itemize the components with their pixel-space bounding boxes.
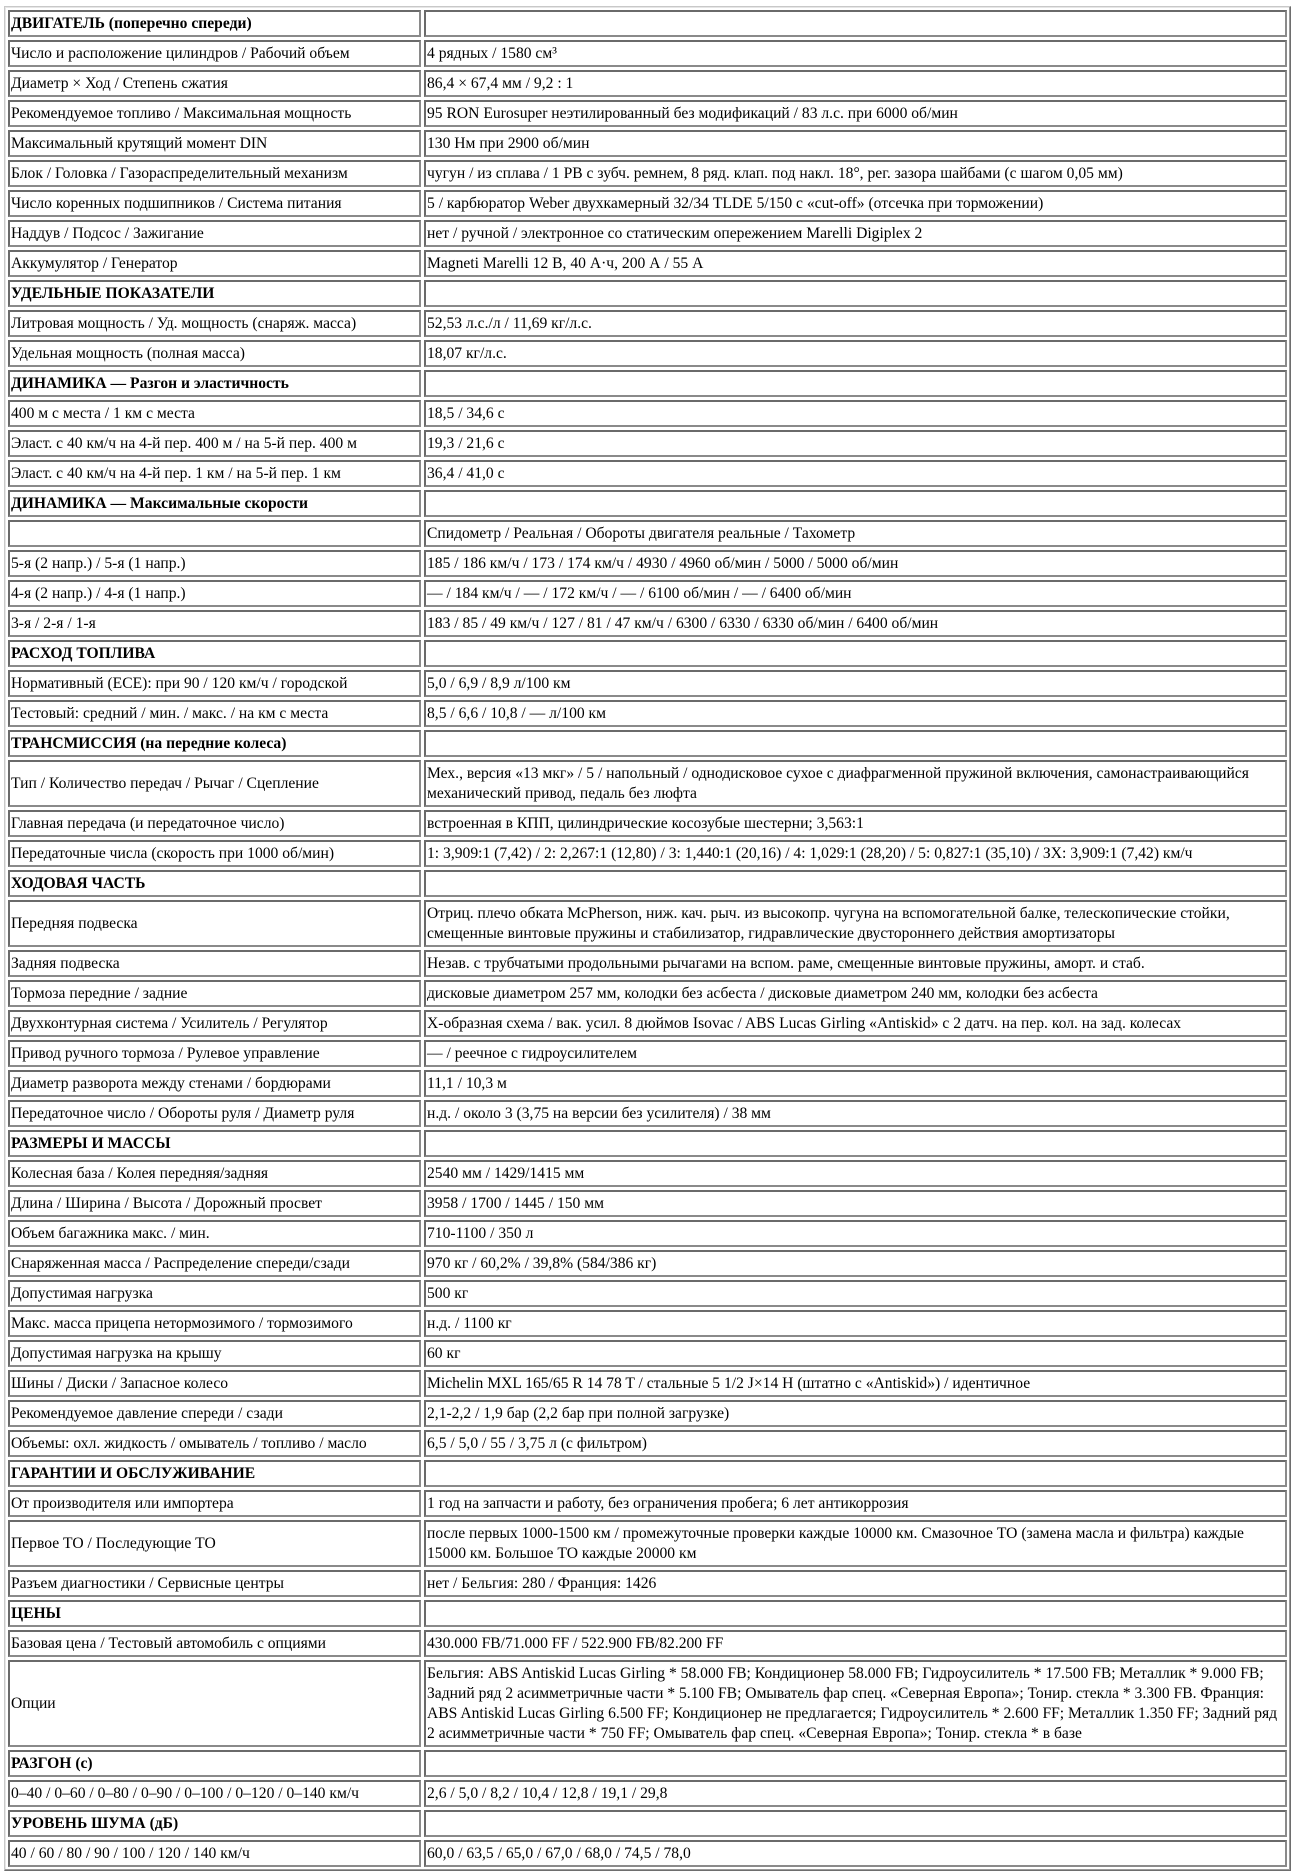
spec-row bbox=[8, 100, 1287, 127]
spec-label: Разъем диагностики / Сервисные центры bbox=[8, 1570, 421, 1597]
spec-value: 5 / карбюратор Weber двухкамерный 32/34 TLDE 5/150 с «cut-off» (отсечка при торможении) bbox=[424, 190, 1287, 217]
spec-row bbox=[8, 250, 1287, 277]
spec-label: Базовая цена / Тестовый автомобиль с опциями bbox=[8, 1630, 421, 1657]
spec-label: Рекомендуемое топливо / Максимальная мощность bbox=[8, 100, 421, 127]
section-header-row bbox=[8, 870, 1287, 897]
spec-value: нет / ручной / электронное со статическим опережением Marelli Digiplex 2 bbox=[424, 220, 1287, 247]
spec-label: Главная передача (и передаточное число) bbox=[8, 810, 421, 837]
section-value-empty bbox=[424, 1130, 1287, 1157]
section-value-empty bbox=[424, 730, 1287, 757]
spec-label: Передняя подвеска bbox=[8, 900, 421, 947]
spec-label: Число и расположение цилиндров / Рабочий объем bbox=[8, 40, 421, 67]
section-header-row bbox=[8, 370, 1287, 397]
spec-value: Michelin MXL 165/65 R 14 78 T / стальные 5 1/2 J×14 H (штатно с «Antiskid») / идентичное bbox=[424, 1370, 1287, 1397]
spec-value: н.д. / 1100 кг bbox=[424, 1310, 1287, 1337]
spec-row bbox=[8, 1160, 1287, 1187]
spec-label: Наддув / Подсос / Зажигание bbox=[8, 220, 421, 247]
spec-value: — / реечное с гидроусилителем bbox=[424, 1040, 1287, 1067]
spec-label: Тормоза передние / задние bbox=[8, 980, 421, 1007]
section-header-row bbox=[8, 10, 1287, 37]
spec-value: нет / Бельгия: 280 / Франция: 1426 bbox=[424, 1570, 1287, 1597]
section-value-empty bbox=[424, 370, 1287, 397]
spec-row bbox=[8, 980, 1287, 1007]
section-value-empty bbox=[424, 490, 1287, 517]
spec-value: 95 RON Eurosuper неэтилированный без модификаций / 83 л.с. при 6000 об/мин bbox=[424, 100, 1287, 127]
spec-value: 60,0 / 63,5 / 65,0 / 67,0 / 68,0 / 74,5 / 78,0 bbox=[424, 1840, 1287, 1867]
spec-label: Длина / Ширина / Высота / Дорожный просвет bbox=[8, 1190, 421, 1217]
spec-row bbox=[8, 1370, 1287, 1397]
spec-row bbox=[8, 1190, 1287, 1217]
spec-value: 130 Нм при 2900 об/мин bbox=[424, 130, 1287, 157]
spec-value: 2540 мм / 1429/1415 мм bbox=[424, 1160, 1287, 1187]
spec-row bbox=[8, 610, 1287, 637]
spec-label: Аккумулятор / Генератор bbox=[8, 250, 421, 277]
section-header-row bbox=[8, 1460, 1287, 1487]
spec-label: Литровая мощность / Уд. мощность (снаряж. масса) bbox=[8, 310, 421, 337]
spec-label: Макс. масса прицепа нетормозимого / тормозимого bbox=[8, 1310, 421, 1337]
spec-value: 86,4 × 67,4 мм / 9,2 : 1 bbox=[424, 70, 1287, 97]
spec-row bbox=[8, 580, 1287, 607]
spec-label: Эласт. с 40 км/ч на 4-й пер. 1 км / на 5-й пер. 1 км bbox=[8, 460, 421, 487]
spec-row bbox=[8, 1250, 1287, 1277]
spec-row bbox=[8, 1570, 1287, 1597]
spec-row bbox=[8, 40, 1287, 67]
section-value-empty bbox=[424, 280, 1287, 307]
spec-value: 5,0 / 6,9 / 8,9 л/100 км bbox=[424, 670, 1287, 697]
spec-value: Magneti Marelli 12 В, 40 А·ч, 200 А / 55 А bbox=[424, 250, 1287, 277]
spec-value: 183 / 85 / 49 км/ч / 127 / 81 / 47 км/ч / 6300 / 6330 / 6330 об/мин / 6400 об/мин bbox=[424, 610, 1287, 637]
spec-row bbox=[8, 1430, 1287, 1457]
specifications-table bbox=[4, 6, 1291, 1871]
spec-value: 970 кг / 60,2% / 39,8% (584/386 кг) bbox=[424, 1250, 1287, 1277]
spec-value: встроенная в КПП, цилиндрические косозубые шестерни; 3,563:1 bbox=[424, 810, 1287, 837]
section-header-row bbox=[8, 280, 1287, 307]
spec-row bbox=[8, 1840, 1287, 1867]
spec-value: 2,6 / 5,0 / 8,2 / 10,4 / 12,8 / 19,1 / 29,8 bbox=[424, 1780, 1287, 1807]
spec-value: X-образная схема / вак. усил. 8 дюймов Isovac / ABS Lucas Girling «Antiskid» с 2 датч. на пер. кол. на зад. колесах bbox=[424, 1010, 1287, 1037]
section-title: ДИНАМИКА — Разгон и эластичность bbox=[8, 370, 421, 397]
spec-value: 52,53 л.с./л / 11,69 кг/л.с. bbox=[424, 310, 1287, 337]
spec-label: Рекомендуемое давление спереди / сзади bbox=[8, 1400, 421, 1427]
spec-label: Диаметр разворота между стенами / бордюрами bbox=[8, 1070, 421, 1097]
spec-label: Объемы: охл. жидкость / омыватель / топливо / масло bbox=[8, 1430, 421, 1457]
spec-value: Спидометр / Реальная / Обороты двигателя реальные / Тахометр bbox=[424, 520, 1287, 547]
spec-row bbox=[8, 900, 1287, 947]
spec-row bbox=[8, 1780, 1287, 1807]
spec-value: после первых 1000-1500 км / промежуточные проверки каждые 10000 км. Смазочное ТО (замена масла и фильтра) каждые 15000 км. Большое ТО каждые 20000 км bbox=[424, 1520, 1287, 1567]
spec-value: 2,1-2,2 / 1,9 бар (2,2 бар при полной загрузке) bbox=[424, 1400, 1287, 1427]
spec-row bbox=[8, 810, 1287, 837]
spec-value: 710-1100 / 350 л bbox=[424, 1220, 1287, 1247]
spec-row bbox=[8, 460, 1287, 487]
spec-row bbox=[8, 220, 1287, 247]
spec-label: Эласт. с 40 км/ч на 4-й пер. 400 м / на 5-й пер. 400 м bbox=[8, 430, 421, 457]
spec-row bbox=[8, 550, 1287, 577]
section-value-empty bbox=[424, 1750, 1287, 1777]
section-title: ДИНАМИКА — Максимальные скорости bbox=[8, 490, 421, 517]
spec-row bbox=[8, 340, 1287, 367]
spec-row bbox=[8, 1520, 1287, 1567]
spec-row bbox=[8, 1040, 1287, 1067]
spec-row bbox=[8, 1630, 1287, 1657]
spec-row bbox=[8, 130, 1287, 157]
spec-value: 4 рядных / 1580 см³ bbox=[424, 40, 1287, 67]
spec-value: 36,4 / 41,0 с bbox=[424, 460, 1287, 487]
spec-label: Тестовый: средний / мин. / макс. / на км с места bbox=[8, 700, 421, 727]
section-value-empty bbox=[424, 10, 1287, 37]
spec-row bbox=[8, 70, 1287, 97]
spec-row bbox=[8, 310, 1287, 337]
spec-row bbox=[8, 520, 1287, 547]
spec-row bbox=[8, 1400, 1287, 1427]
spec-label: Максимальный крутящий момент DIN bbox=[8, 130, 421, 157]
spec-value: 19,3 / 21,6 с bbox=[424, 430, 1287, 457]
spec-value: 1: 3,909:1 (7,42) / 2: 2,267:1 (12,80) / 3: 1,440:1 (20,16) / 4: 1,029:1 (28,20) / 5: 0,827:1 (35,10) / ЗХ: 3,909:1 (7,42) км/ч bbox=[424, 840, 1287, 867]
section-header-row bbox=[8, 1130, 1287, 1157]
spec-label: Допустимая нагрузка bbox=[8, 1280, 421, 1307]
spec-label: 4-я (2 напр.) / 4-я (1 напр.) bbox=[8, 580, 421, 607]
spec-value: 18,5 / 34,6 с bbox=[424, 400, 1287, 427]
section-value-empty bbox=[424, 1600, 1287, 1627]
spec-label: 5-я (2 напр.) / 5-я (1 напр.) bbox=[8, 550, 421, 577]
spec-label: Колесная база / Колея передняя/задняя bbox=[8, 1160, 421, 1187]
spec-value: 6,5 / 5,0 / 55 / 3,75 л (с фильтром) bbox=[424, 1430, 1287, 1457]
spec-row bbox=[8, 400, 1287, 427]
section-title: ХОДОВАЯ ЧАСТЬ bbox=[8, 870, 421, 897]
spec-label: 0–40 / 0–60 / 0–80 / 0–90 / 0–100 / 0–120 / 0–140 км/ч bbox=[8, 1780, 421, 1807]
spec-value: 8,5 / 6,6 / 10,8 / — л/100 км bbox=[424, 700, 1287, 727]
section-title: УДЕЛЬНЫЕ ПОКАЗАТЕЛИ bbox=[8, 280, 421, 307]
spec-value: Отриц. плечо обката McPherson, ниж. кач. рыч. из высокопр. чугуна на вспомогательной балке, телескопические стойки, смещенные винтовые пружины и стабилизатор, гидравлические двустороннего действия амортизаторы bbox=[424, 900, 1287, 947]
spec-value: Мех., версия «13 мкг» / 5 / напольный / однодисковое сухое с диафрагменной пружиной включения, самонастраивающийся механический привод, педаль без люфта bbox=[424, 760, 1287, 807]
spec-row bbox=[8, 1660, 1287, 1747]
section-header-row bbox=[8, 1600, 1287, 1627]
spec-row bbox=[8, 670, 1287, 697]
section-title: РАЗМЕРЫ И МАССЫ bbox=[8, 1130, 421, 1157]
spec-label: От производителя или импортера bbox=[8, 1490, 421, 1517]
section-value-empty bbox=[424, 640, 1287, 667]
spec-row bbox=[8, 700, 1287, 727]
spec-value: 18,07 кг/л.с. bbox=[424, 340, 1287, 367]
spec-row bbox=[8, 160, 1287, 187]
spec-value: — / 184 км/ч / — / 172 км/ч / — / 6100 об/мин / — / 6400 об/мин bbox=[424, 580, 1287, 607]
spec-label: Нормативный (ECE): при 90 / 120 км/ч / городской bbox=[8, 670, 421, 697]
section-header-row bbox=[8, 490, 1287, 517]
spec-value: 430.000 FB/71.000 FF / 522.900 FB/82.200 FF bbox=[424, 1630, 1287, 1657]
spec-label: Число коренных подшипников / Система питания bbox=[8, 190, 421, 217]
spec-value: 11,1 / 10,3 м bbox=[424, 1070, 1287, 1097]
spec-row bbox=[8, 1340, 1287, 1367]
spec-label: 3-я / 2-я / 1-я bbox=[8, 610, 421, 637]
spec-row bbox=[8, 760, 1287, 807]
spec-row bbox=[8, 1310, 1287, 1337]
spec-label: Удельная мощность (полная масса) bbox=[8, 340, 421, 367]
section-title: ДВИГАТЕЛЬ (поперечно спереди) bbox=[8, 10, 421, 37]
section-title: ГАРАНТИИ И ОБСЛУЖИВАНИЕ bbox=[8, 1460, 421, 1487]
spec-value: дисковые диаметром 257 мм, колодки без асбеста / дисковые диаметром 240 мм, колодки без асбеста bbox=[424, 980, 1287, 1007]
spec-row bbox=[8, 840, 1287, 867]
spec-label: Снаряженная масса / Распределение спереди/сзади bbox=[8, 1250, 421, 1277]
spec-row bbox=[8, 1100, 1287, 1127]
spec-row bbox=[8, 190, 1287, 217]
section-title: ЦЕНЫ bbox=[8, 1600, 421, 1627]
spec-row bbox=[8, 1010, 1287, 1037]
section-value-empty bbox=[424, 1460, 1287, 1487]
spec-value: Бельгия: ABS Antiskid Lucas Girling * 58.000 FB; Кондиционер 58.000 FB; Гидроусилитель * 17.500 FB; Металлик * 9.000 FB; Задний ряд 2 асимметричные части * 5.100 FB; Омыватель фар спец. «Северная Европа»; Тонир. стекла * 3.300 FB. Франция: ABS Antiskid Lucas Girling 6.500 FF; Кондиционер не предлагается; Гидроусилитель * 2.600 FF; Металлик 1.350 FF; Задний ряд 2 асимметричные части * 750 FF; Омыватель фар спец. «Северная Европа»; Тонир. стекла * в базе bbox=[424, 1660, 1287, 1747]
spec-label: Объем багажника макс. / мин. bbox=[8, 1220, 421, 1247]
spec-value: 1 год на запчасти и работу, без ограничения пробега; 6 лет антикоррозия bbox=[424, 1490, 1287, 1517]
section-header-row bbox=[8, 640, 1287, 667]
spec-row bbox=[8, 1280, 1287, 1307]
spec-label: 400 м с места / 1 км с места bbox=[8, 400, 421, 427]
section-title: РАЗГОН (с) bbox=[8, 1750, 421, 1777]
spec-label: Передаточное число / Обороты руля / Диаметр руля bbox=[8, 1100, 421, 1127]
spec-value: 500 кг bbox=[424, 1280, 1287, 1307]
spec-value: н.д. / около 3 (3,75 на версии без усилителя) / 38 мм bbox=[424, 1100, 1287, 1127]
section-header-row bbox=[8, 730, 1287, 757]
spec-label: Первое ТО / Последующие ТО bbox=[8, 1520, 421, 1567]
spec-label: Шины / Диски / Запасное колесо bbox=[8, 1370, 421, 1397]
spec-row bbox=[8, 1070, 1287, 1097]
spec-value: 185 / 186 км/ч / 173 / 174 км/ч / 4930 / 4960 об/мин / 5000 / 5000 об/мин bbox=[424, 550, 1287, 577]
spec-label: Передаточные числа (скорость при 1000 об/мин) bbox=[8, 840, 421, 867]
spec-label: Опции bbox=[8, 1660, 421, 1747]
spec-value: 60 кг bbox=[424, 1340, 1287, 1367]
spec-row bbox=[8, 1220, 1287, 1247]
spec-value: 3958 / 1700 / 1445 / 150 мм bbox=[424, 1190, 1287, 1217]
spec-row bbox=[8, 1490, 1287, 1517]
section-title: ТРАНСМИССИЯ (на передние колеса) bbox=[8, 730, 421, 757]
spec-label: 40 / 60 / 80 / 90 / 100 / 120 / 140 км/ч bbox=[8, 1840, 421, 1867]
spec-label: Диаметр × Ход / Степень сжатия bbox=[8, 70, 421, 97]
section-value-empty bbox=[424, 870, 1287, 897]
spec-row bbox=[8, 430, 1287, 457]
spec-value: чугун / из сплава / 1 РВ с зубч. ремнем, 8 ряд. клап. под накл. 18°, рег. зазора шайбами (с шагом 0,05 мм) bbox=[424, 160, 1287, 187]
spec-value: Незав. с трубчатыми продольными рычагами на вспом. раме, смещенные винтовые пружины, аморт. и стаб. bbox=[424, 950, 1287, 977]
specifications-table-body bbox=[8, 10, 1287, 1867]
spec-label: Привод ручного тормоза / Рулевое управление bbox=[8, 1040, 421, 1067]
section-header-row bbox=[8, 1750, 1287, 1777]
spec-label bbox=[8, 520, 421, 547]
section-title: РАСХОД ТОПЛИВА bbox=[8, 640, 421, 667]
spec-label: Блок / Головка / Газораспределительный механизм bbox=[8, 160, 421, 187]
section-title: УРОВЕНЬ ШУМА (дБ) bbox=[8, 1810, 421, 1837]
spec-label: Задняя подвеска bbox=[8, 950, 421, 977]
spec-label: Допустимая нагрузка на крышу bbox=[8, 1340, 421, 1367]
spec-label: Двухконтурная система / Усилитель / Регулятор bbox=[8, 1010, 421, 1037]
spec-label: Тип / Количество передач / Рычаг / Сцепление bbox=[8, 760, 421, 807]
spec-row bbox=[8, 950, 1287, 977]
